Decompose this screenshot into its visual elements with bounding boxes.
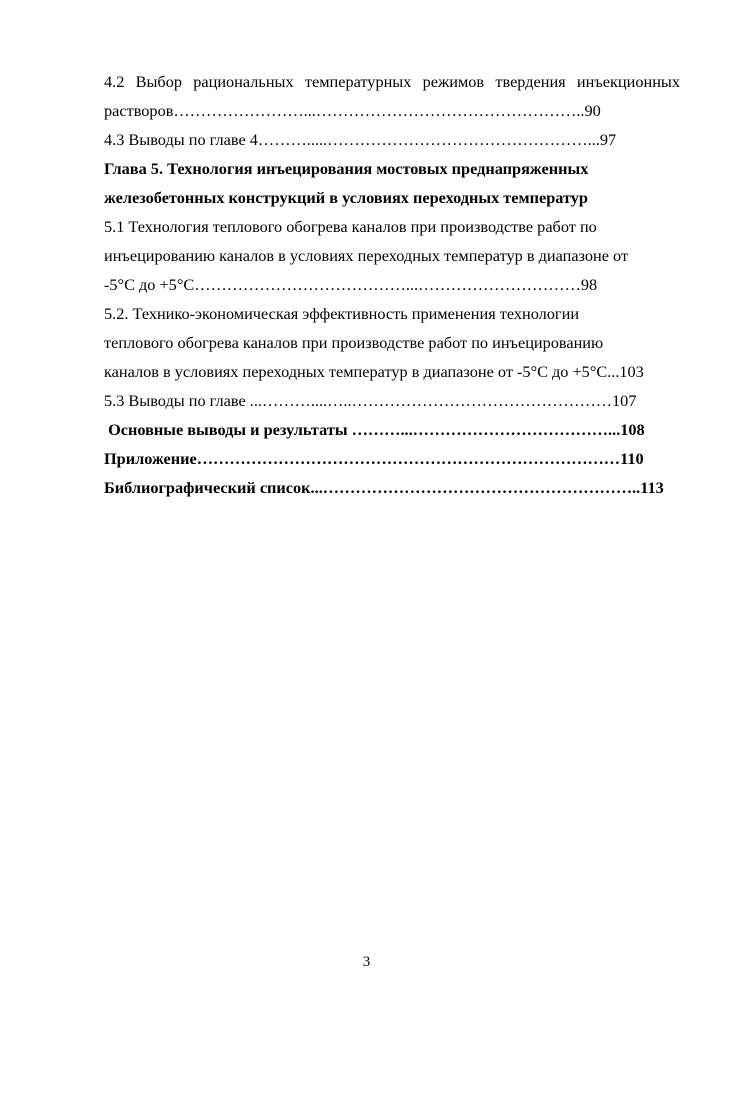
toc-entry-5-3: 5.3 Выводы по главе ...………....…..…………………………………………107 (104, 391, 637, 410)
toc-entry-4-2-line-1: 4.2 Выбор рациональных температурных режимов твердения инъекционных (104, 72, 680, 91)
toc-entry-5-2-line-2: теплового обогрева каналов при производстве работ по инъецированию (104, 333, 604, 352)
toc-chapter-5-title-line-2: железобетонных конструкций в условиях переходных температур (104, 188, 588, 207)
toc-main-conclusions: Основные выводы и результаты ………...………………………………...108 (104, 420, 645, 439)
toc-entry-4-3: 4.3 Выводы по главе 4……….....…………………………………………...97 (104, 130, 617, 149)
page-number: 3 (362, 954, 371, 970)
toc-entry-5-1-line-3: -5°С до +5°С…………………………………...…………………………98 (104, 275, 598, 294)
toc-entry-5-2-line-3: каналов в условиях переходных температур в диапазоне от -5°С до +5°С...103 (104, 362, 644, 381)
toc-entry-4-2-line-2: растворов……………………...…………………………………………..90 (104, 101, 601, 120)
toc-entry-5-1-line-2: инъецированию каналов в условиях переходных температур в диапазоне от (104, 246, 629, 265)
table-of-contents (104, 67, 680, 502)
toc-chapter-5-title-line-1: Глава 5. Технология инъецирования мостовых преднапряженных (104, 159, 589, 178)
toc-appendix: Приложение……………………………………………………………………110 (104, 449, 644, 468)
toc-entry-5-1-line-1: 5.1 Технология теплового обогрева каналов при производстве работ по (104, 217, 597, 236)
toc-bibliography: Библиографический список...…………………………………………………..113 (104, 478, 664, 497)
toc-entry-5-2-line-1: 5.2. Технико-экономическая эффективность применения технологии (104, 304, 580, 323)
